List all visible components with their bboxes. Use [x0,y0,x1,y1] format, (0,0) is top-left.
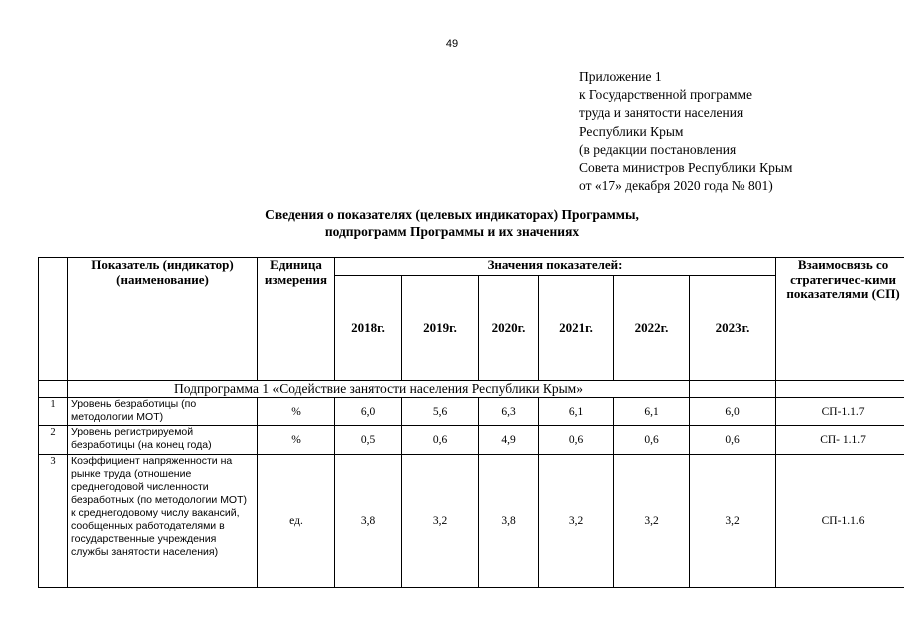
row-value: 4,9 [479,426,539,455]
row-unit: % [258,426,335,455]
row-value: 5,6 [402,398,479,426]
appendix-line: к Государственной программе [579,87,753,103]
appendix-line: труда и занятости населения [579,105,744,121]
appendix-line: Республики Крым [579,123,684,139]
header-number [39,258,68,381]
document-title [0,206,904,240]
row-value: 3,8 [479,455,539,588]
row-number: 2 [39,426,68,455]
row-link: СП-1.1.7 [776,398,904,426]
document-title-line1: Сведения о показателях (целевых индикаторах) Программы, [265,207,639,222]
subprogram-title: Подпрограмма 1 «Содействие занятости населения Республики Крым» [68,381,690,398]
row-value: 3,2 [402,455,479,588]
row-value: 6,0 [690,398,776,426]
appendix-line: Совета министров Республики Крым [579,160,793,176]
row-value: 3,8 [335,455,402,588]
page-number: 49 [445,38,459,50]
appendix-line: Приложение 1 [579,69,662,84]
row-indicator-name: Коэффициент напряженности на рынке труда (отношение среднегодовой численности безработных (по методологии МОТ) к среднегодовому числу вакансий, сообщенных работодателями в государственные учреждения службы занятости населения) [68,455,258,588]
appendix-line: от «17» декабря 2020 года № 801) [579,178,773,194]
table-row [39,455,904,588]
row-link: СП-1.1.6 [776,455,904,588]
header-year: 2020г. [479,276,539,381]
header-year: 2019г. [402,276,479,381]
header-unit: Единица измерения [258,258,335,381]
row-value: 6,0 [335,398,402,426]
header-year: 2021г. [539,276,614,381]
row-value: 3,2 [539,455,614,588]
table-row [39,426,904,455]
row-number: 3 [39,455,68,588]
table-row [39,398,904,426]
row-value: 3,2 [614,455,690,588]
header-year: 2018г. [335,276,402,381]
indicators-table [38,257,904,588]
header-year: 2022г. [614,276,690,381]
row-value: 0,6 [690,426,776,455]
header-values: Значения показателей: [335,258,776,276]
header-indicator: Показатель (индикатор) (наименование) [68,258,258,381]
document-title-line2: подпрограмм Программы и их значениях [324,224,580,239]
row-indicator-name: Уровень регистрируемой безработицы (на конец года) [68,426,258,455]
appendix-line: (в редакции постановления [579,141,737,157]
row-value: 0,6 [402,426,479,455]
row-value: 6,1 [614,398,690,426]
header-year: 2023г. [690,276,776,381]
row-value: 6,3 [479,398,539,426]
row-number: 1 [39,398,68,426]
row-link: СП- 1.1.7 [776,426,904,455]
appendix-note [579,68,792,195]
row-unit: % [258,398,335,426]
row-value: 0,6 [539,426,614,455]
header-link: Взаимосвязь со стратегичес-кими показателями (СП) [776,258,904,381]
row-value: 0,6 [614,426,690,455]
row-unit: ед. [258,455,335,588]
row-value: 0,5 [335,426,402,455]
row-value: 3,2 [690,455,776,588]
row-value: 6,1 [539,398,614,426]
row-indicator-name: Уровень безработицы (по методологии МОТ) [68,398,258,426]
